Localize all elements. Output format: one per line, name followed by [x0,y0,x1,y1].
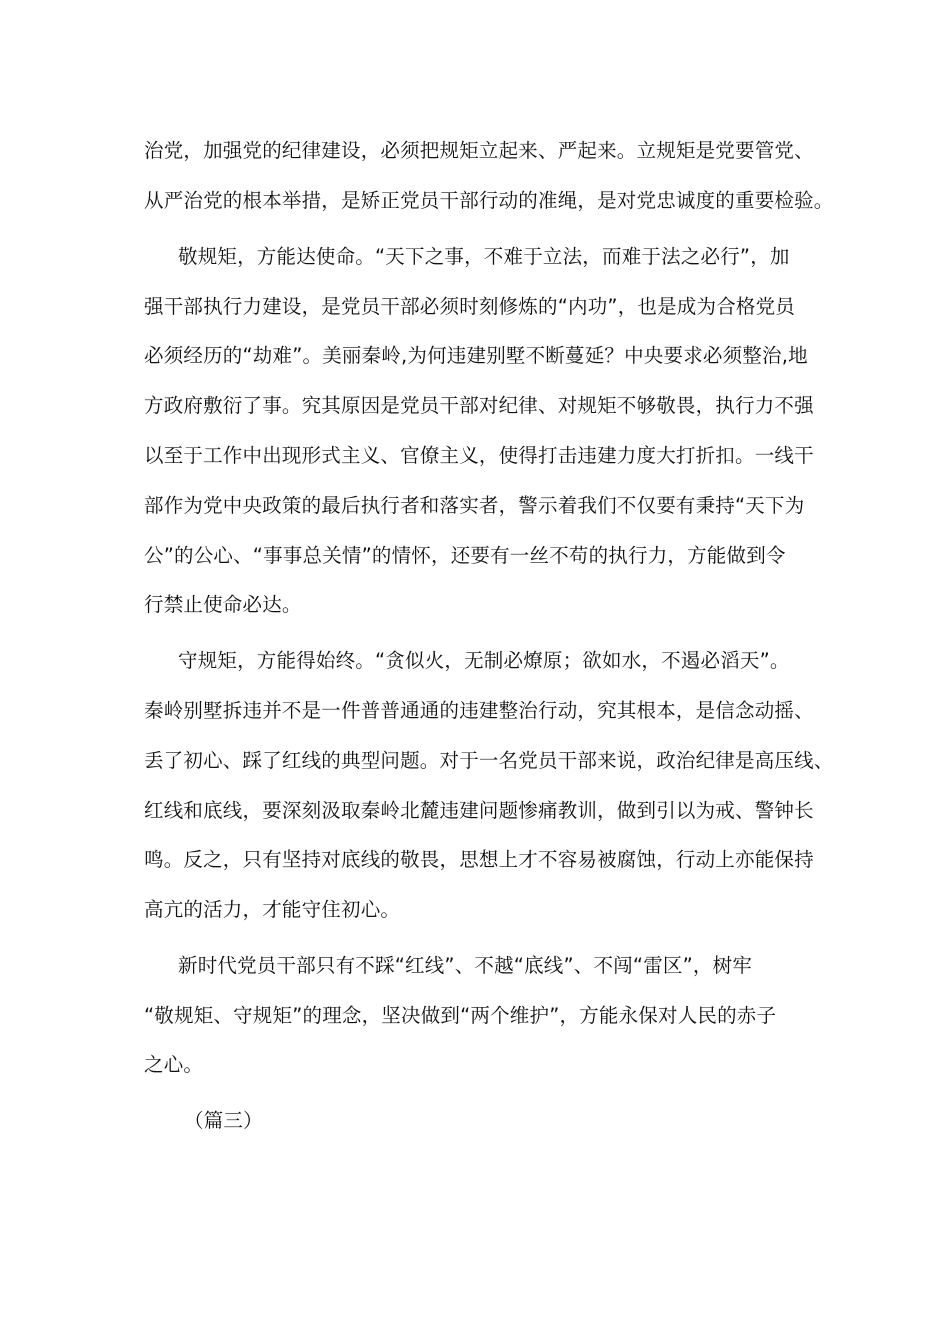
text-line: 方政府敷衍了事。究其原因是党员干部对纪律、对规矩不够敬畏，执行力不强 [144,394,814,417]
paragraph-start-line: 敬规矩，方能达使命。“天下之事，不难于立法，而难于法之必行”，加 [178,245,790,268]
text-line: 行禁止使命必达。 [144,593,302,616]
text-line: 治党，加强党的纪律建设，必须把规矩立起来、严起来。立规矩是党要管党、 [144,139,814,162]
text-line: 之心。 [144,1053,204,1076]
text-line: 以至于工作中出现形式主义、官僚主义，使得打击违建力度大打折扣。一线干 [144,444,814,467]
text-line: 鸣。反之，只有坚持对底线的敬畏，思想上才不容易被腐蚀，行动上亦能保持 [144,848,814,871]
text-line: 高亢的活力，才能守住初心。 [144,898,401,921]
text-line: 必须经历的“劫难”。美丽秦岭,为何违建别墅不断蔓延？中央要求必须整治,地 [144,344,808,367]
text-line: 强干部执行力建设，是党员干部必须时刻修炼的“内功”，也是成为合格党员 [144,295,796,318]
text-line: 丢了初心、踩了红线的典型问题。对于一名党员干部来说，政治纪律是高压线、 [144,749,834,772]
text-line: “敬规矩、守规矩”的理念，坚决做到“两个维护”，方能永保对人民的赤子 [144,1004,777,1027]
text-line: 从严治党的根本举措，是矫正党员干部行动的准绳，是对党忠诚度的重要检验。 [144,189,834,212]
section-marker: （篇三） [184,1109,263,1132]
text-line: 红线和底线，要深刻汲取秦岭北麓违建问题惨痛教训，做到引以为戒、警钟长 [144,799,814,822]
text-line: 秦岭别墅拆违并不是一件普普通通的违建整治行动，究其根本，是信念动摇、 [144,699,814,722]
text-line: 部作为党中央政策的最后执行者和落实者，警示着我们不仅要有秉持“天下为 [144,494,805,517]
paragraph-start-line: 新时代党员干部只有不踩“红线”、不越“底线”、不闯“雷区”，树牢 [178,954,753,977]
text-line: 公”的公心、“事事总关情”的情怀，还要有一丝不苟的执行力，方能做到令 [144,544,786,567]
paragraph-start-line: 守规矩，方能得始终。“贪似火，无制必燎原；欲如水，不遏必滔天”。 [178,649,790,672]
